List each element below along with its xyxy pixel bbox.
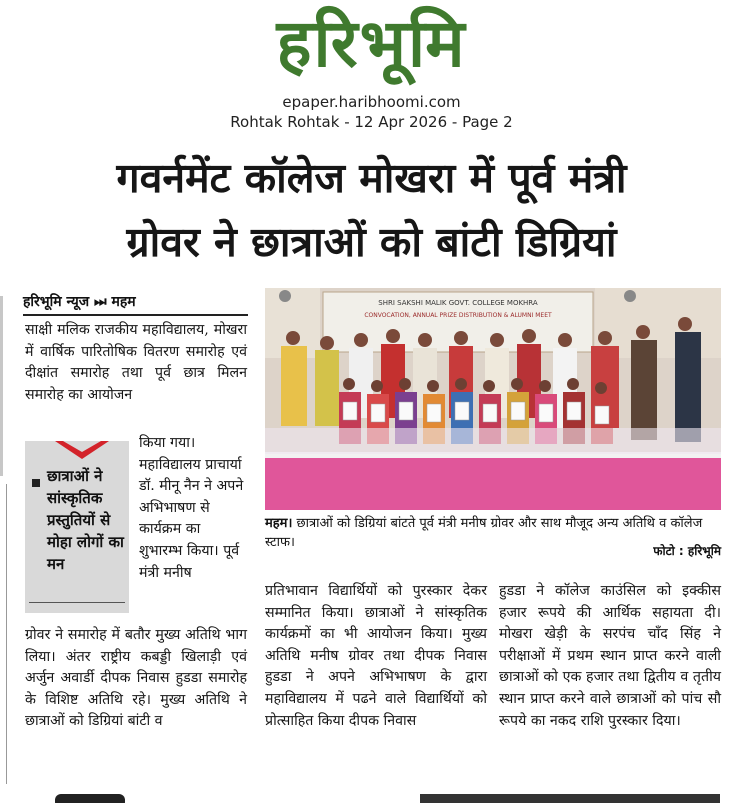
pull-quote-text: छात्राओं ने सांस्कृतिक प्रस्तुतियों से मोहा लोगों का मन <box>47 467 124 573</box>
newspaper-logo: हरिभूमि <box>276 5 467 82</box>
headline <box>0 146 743 274</box>
pull-quote <box>25 441 129 613</box>
photo-credit: फोटो : हरिभूमि <box>653 544 721 558</box>
byline-bar <box>23 292 248 316</box>
edition-info: Rohtak Rohtak - 12 Apr 2026 - Page 2 <box>230 113 513 131</box>
next-article-cutoff <box>0 786 743 803</box>
caption-text: छात्राओं को डिग्रियां बांटते पूर्व मंत्री मनीष ग्रोवर और साथ मौजूद अन्य अतिथि व कॉलेज स्टाफ। <box>265 516 703 550</box>
article-col3: हुडडा ने कॉलेज काउंसिल को इक्कीस हजार रूपये की आर्थिक सहायता दी। मोखरा खेड़ी के सरपंच चाँद सिंह ने परीक्षाओं में प्रथम स्थान प्राप्त करने वाली छात्राओं को एक हजार तथा द्वितीय व तृतीय स्थान प्राप्त करने वाले छात्राओं को पांच सौ रूपये का नकद राशि पुरस्कार दिया। <box>499 583 721 729</box>
headline-line-2: ग्रोवर ने छात्राओं को बांटी डिग्रियां <box>126 218 617 266</box>
pull-quote-rule <box>29 602 125 603</box>
article-col1-top: साक्षी मलिक राजकीय महाविद्यालय, मोखरा में वार्षिक पारितोषिक वितरण समारोह एवं दीक्षांत समारोह तथा पूर्व छात्र मिलन समारोह का आयोजन <box>25 322 247 403</box>
event-photo[interactable] <box>265 288 721 510</box>
event-photo-illustration <box>265 288 721 510</box>
chevron-inner-icon <box>63 441 101 452</box>
site-url[interactable]: epaper.haribhoomi.com <box>282 93 461 111</box>
adjacent-article-edge <box>0 296 3 476</box>
article-col1-bottom: ग्रोवर ने समारोह में बतौर मुख्य अतिथि भाग लिया। अंतर राष्ट्रीय कबड्डी खिलाड़ी एवं अर्जुन अवार्डी दीपक निवास हुडडा समारोह के विशिष्ट अतिथि रहे। मुख्य अतिथि ने छात्राओं को डिग्रियां बांटी व <box>25 627 247 730</box>
photo-banner-text: SHRI SAKSHI MALIK GOVT. COLLEGE MOKHRA <box>378 299 538 307</box>
cutoff-glyph-left <box>55 794 125 803</box>
bullet-square-icon <box>32 479 40 487</box>
article-col1-wrap: किया गया। महाविद्यालय प्राचार्या डॉ. मीनू नैन ने अपने अभिभाषण से कार्यक्रम का शुभारम्भ किया। पूर्व मंत्री मनीष <box>139 435 244 581</box>
photo-banner-subtext: CONVOCATION, ANNUAL PRIZE DISTRIBUTION & ALUMNI MEET <box>364 312 552 319</box>
byline: हरिभूमि न्यूज ⏭ महम <box>23 294 136 310</box>
headline-line-1: गवर्नमेंट कॉलेज मोखरा में पूर्व मंत्री <box>116 154 627 202</box>
column-divider <box>0 484 7 784</box>
cutoff-glyph-right <box>420 794 720 803</box>
caption-place: महम। <box>265 516 293 531</box>
article-col2: प्रतिभावान विद्यार्थियों को पुरस्कार देकर सम्मानित किया। छात्राओं ने सांस्कृतिक कार्यक्रमों का भी आयोजन किया। मुख्य अतिथि मनीष ग्रोवर तथा दीपक निवास हुडडा ने अपने अभिभाषण के द्वारा महाविद्यालय में पढने वाले विद्यार्थियों को प्रोत्साहित किया दीपक निवास <box>265 583 487 729</box>
